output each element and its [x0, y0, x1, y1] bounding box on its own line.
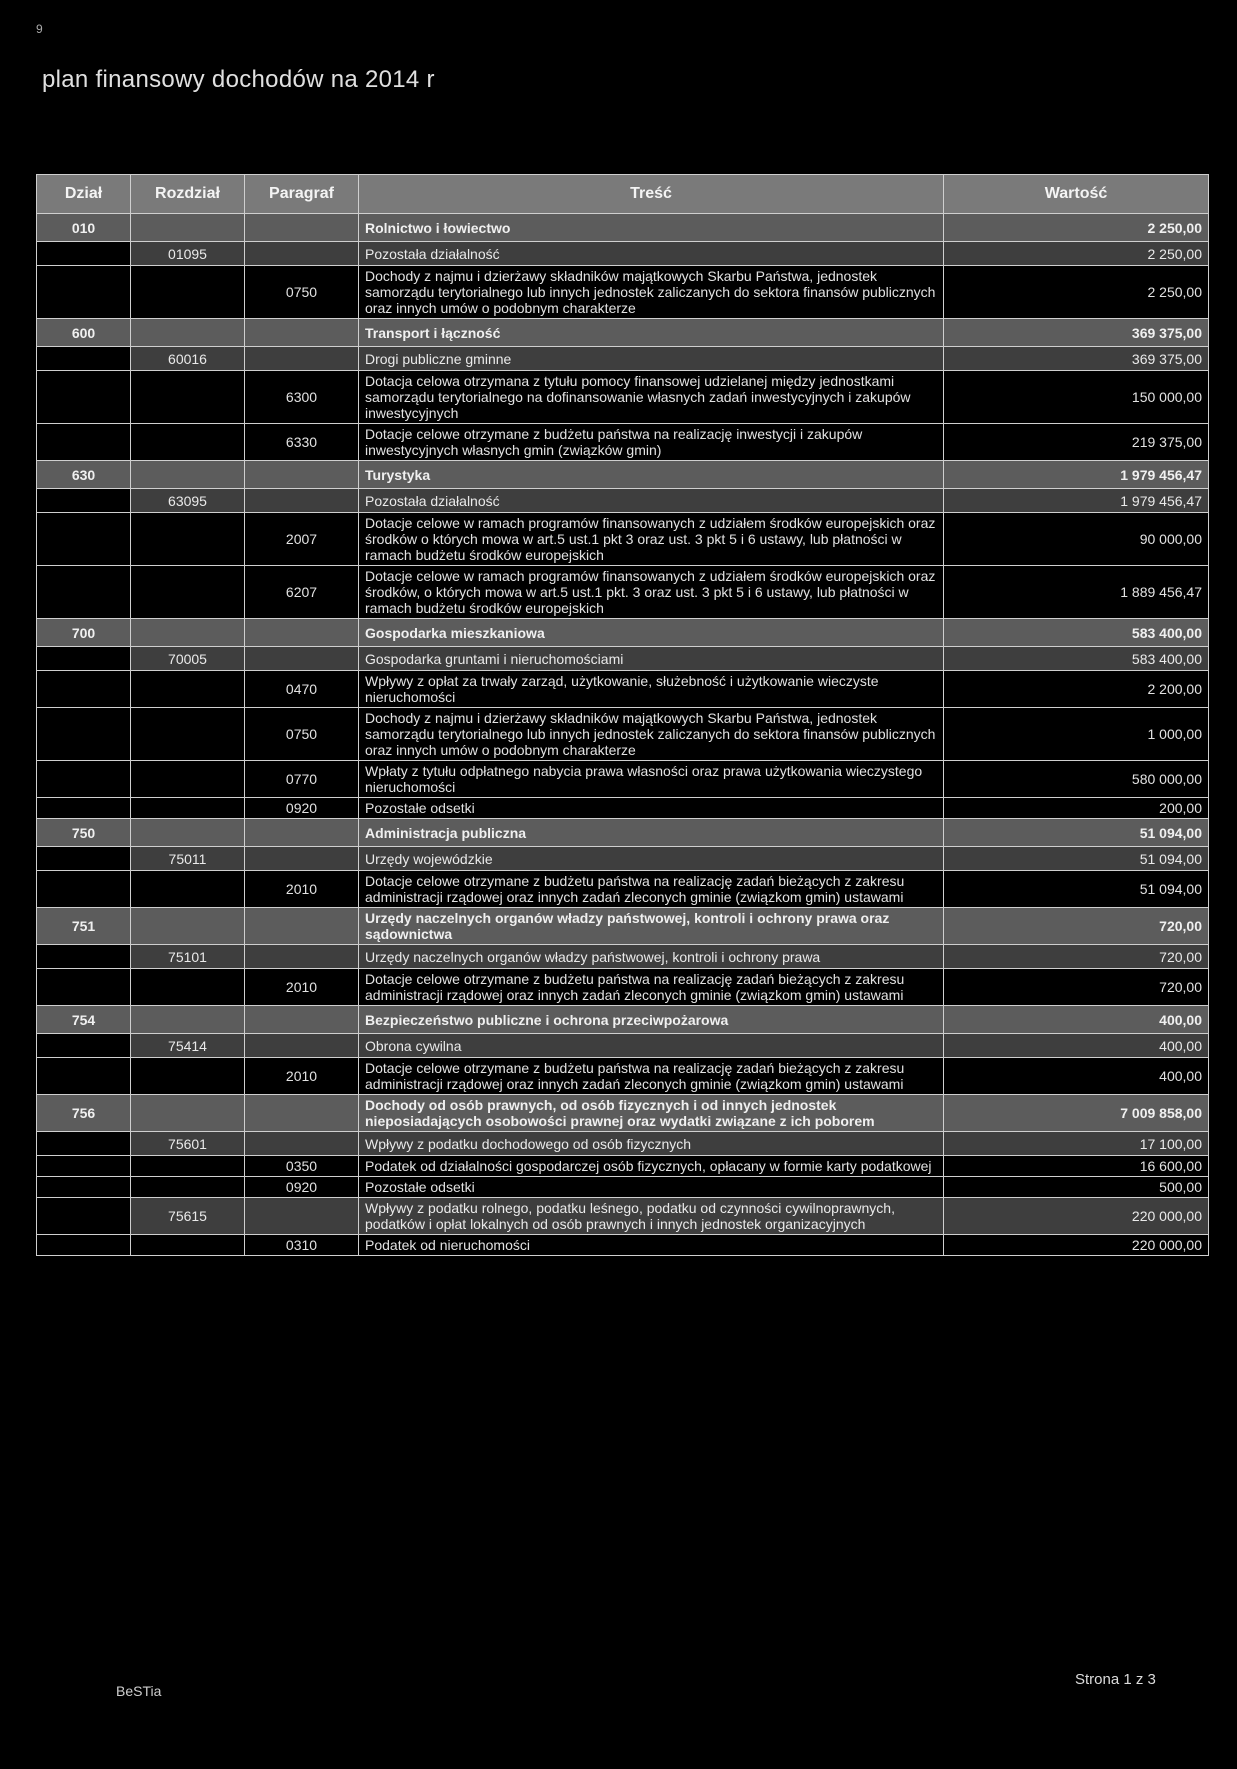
- cell-paragraf: [245, 908, 359, 945]
- cell-dzial: [37, 1156, 131, 1177]
- cell-paragraf: 0920: [245, 1177, 359, 1198]
- table-row: [37, 619, 1209, 647]
- cell-wartosc: 580 000,00: [944, 761, 1209, 798]
- cell-dzial: [37, 761, 131, 798]
- cell-rozdzial: 63095: [131, 489, 245, 513]
- cell-wartosc: 200,00: [944, 798, 1209, 819]
- cell-tresc: Wpłaty z tytułu odpłatnego nabycia prawa własności oraz prawa użytkowania wieczystego nieruchomości: [359, 761, 944, 798]
- cell-wartosc: 220 000,00: [944, 1198, 1209, 1235]
- cell-rozdzial: 01095: [131, 242, 245, 266]
- cell-rozdzial: [131, 266, 245, 319]
- table-row: [37, 347, 1209, 371]
- cell-wartosc: 2 200,00: [944, 671, 1209, 708]
- cell-tresc: Transport i łączność: [359, 319, 944, 347]
- cell-dzial: [37, 945, 131, 969]
- cell-dzial: [37, 671, 131, 708]
- cell-dzial: [37, 424, 131, 461]
- cell-rozdzial: [131, 1177, 245, 1198]
- cell-dzial: 010: [37, 214, 131, 242]
- cell-dzial: [37, 1132, 131, 1156]
- cell-paragraf: [245, 1006, 359, 1034]
- cell-rozdzial: [131, 708, 245, 761]
- cell-rozdzial: 75414: [131, 1034, 245, 1058]
- cell-paragraf: [245, 489, 359, 513]
- cell-wartosc: 500,00: [944, 1177, 1209, 1198]
- cell-wartosc: 720,00: [944, 945, 1209, 969]
- cell-rozdzial: [131, 798, 245, 819]
- cell-tresc: Turystyka: [359, 461, 944, 489]
- cell-dzial: [37, 347, 131, 371]
- cell-paragraf: 0310: [245, 1235, 359, 1256]
- cell-paragraf: 2010: [245, 1058, 359, 1095]
- cell-paragraf: [245, 1034, 359, 1058]
- cell-dzial: [37, 708, 131, 761]
- cell-dzial: [37, 1058, 131, 1095]
- cell-tresc: Dochody od osób prawnych, od osób fizycznych i od innych jednostek nieposiadających osobowości prawnej oraz wydatki związane z ich poborem: [359, 1095, 944, 1132]
- cell-wartosc: 150 000,00: [944, 371, 1209, 424]
- cell-wartosc: 51 094,00: [944, 847, 1209, 871]
- cell-wartosc: 1 000,00: [944, 708, 1209, 761]
- cell-tresc: Dotacje celowe otrzymane z budżetu państwa na realizację zadań bieżących z zakresu administracji rządowej oraz innych zadań zleconych gminie (związkom gmin) ustawami: [359, 1058, 944, 1095]
- cell-paragraf: 6207: [245, 566, 359, 619]
- cell-dzial: [37, 242, 131, 266]
- table-row: [37, 798, 1209, 819]
- cell-tresc: Pozostała działalność: [359, 489, 944, 513]
- cell-wartosc: 220 000,00: [944, 1235, 1209, 1256]
- cell-dzial: [37, 266, 131, 319]
- cell-tresc: Drogi publiczne gminne: [359, 347, 944, 371]
- cell-rozdzial: 75615: [131, 1198, 245, 1235]
- cell-wartosc: 2 250,00: [944, 242, 1209, 266]
- table-row: [37, 819, 1209, 847]
- income-plan-table: [36, 174, 1209, 1256]
- cell-paragraf: [245, 319, 359, 347]
- cell-rozdzial: [131, 214, 245, 242]
- cell-paragraf: [245, 819, 359, 847]
- cell-rozdzial: [131, 513, 245, 566]
- cell-rozdzial: [131, 908, 245, 945]
- cell-tresc: Gospodarka mieszkaniowa: [359, 619, 944, 647]
- cell-wartosc: 16 600,00: [944, 1156, 1209, 1177]
- table-row: [37, 242, 1209, 266]
- table-row: [37, 214, 1209, 242]
- cell-paragraf: 0920: [245, 798, 359, 819]
- cell-rozdzial: [131, 1095, 245, 1132]
- cell-wartosc: 369 375,00: [944, 319, 1209, 347]
- table-row: [37, 761, 1209, 798]
- cell-tresc: Dotacja celowa otrzymana z tytułu pomocy finansowej udzielanej między jednostkami samorządu terytorialnego na dofinansowanie własnych zadań inwestycyjnych i zakupów inwestycyjnych: [359, 371, 944, 424]
- cell-rozdzial: [131, 619, 245, 647]
- table-row: [37, 671, 1209, 708]
- table-row: [37, 424, 1209, 461]
- table-row: [37, 647, 1209, 671]
- cell-wartosc: 2 250,00: [944, 214, 1209, 242]
- cell-wartosc: 90 000,00: [944, 513, 1209, 566]
- cell-dzial: [37, 1235, 131, 1256]
- cell-rozdzial: [131, 1006, 245, 1034]
- cell-tresc: Urzędy naczelnych organów władzy państwowej, kontroli i ochrony prawa: [359, 945, 944, 969]
- cell-dzial: [37, 969, 131, 1006]
- cell-paragraf: 2007: [245, 513, 359, 566]
- cell-wartosc: 17 100,00: [944, 1132, 1209, 1156]
- cell-paragraf: 0770: [245, 761, 359, 798]
- cell-wartosc: 400,00: [944, 1034, 1209, 1058]
- cell-paragraf: 2010: [245, 969, 359, 1006]
- cell-tresc: Dochody z najmu i dzierżawy składników majątkowych Skarbu Państwa, jednostek samorządu terytorialnego lub innych jednostek zaliczanych do sektora finansów publicznych oraz innych umów o podobnym charakterze: [359, 708, 944, 761]
- cell-tresc: Pozostałe odsetki: [359, 1177, 944, 1198]
- cell-wartosc: 219 375,00: [944, 424, 1209, 461]
- table-row: [37, 566, 1209, 619]
- cell-paragraf: [245, 945, 359, 969]
- cell-rozdzial: [131, 319, 245, 347]
- cell-rozdzial: [131, 424, 245, 461]
- table-row: [37, 708, 1209, 761]
- cell-dzial: 756: [37, 1095, 131, 1132]
- cell-rozdzial: [131, 1058, 245, 1095]
- cell-rozdzial: [131, 1156, 245, 1177]
- cell-wartosc: 1 889 456,47: [944, 566, 1209, 619]
- cell-rozdzial: [131, 461, 245, 489]
- header-wartosc: Wartość: [944, 175, 1209, 214]
- cell-tresc: Dotacje celowe w ramach programów finansowanych z udziałem środków europejskich oraz środków o których mowa w art.5 ust.1 pkt 3 oraz ust. 3 pkt 5 i 6 ustawy, lub płatności w ramach budżetu środków europejskich: [359, 513, 944, 566]
- cell-paragraf: [245, 242, 359, 266]
- cell-wartosc: 1 979 456,47: [944, 489, 1209, 513]
- cell-tresc: Urzędy wojewódzkie: [359, 847, 944, 871]
- cell-paragraf: 0750: [245, 708, 359, 761]
- cell-tresc: Wpływy z opłat za trwały zarząd, użytkowanie, służebność i użytkowanie wieczyste nieruchomości: [359, 671, 944, 708]
- cell-wartosc: 369 375,00: [944, 347, 1209, 371]
- cell-paragraf: [245, 1132, 359, 1156]
- cell-paragraf: [245, 647, 359, 671]
- cell-tresc: Wpływy z podatku dochodowego od osób fizycznych: [359, 1132, 944, 1156]
- table-row: [37, 489, 1209, 513]
- cell-rozdzial: 75011: [131, 847, 245, 871]
- cell-rozdzial: 70005: [131, 647, 245, 671]
- cell-rozdzial: 75601: [131, 1132, 245, 1156]
- table-row: [37, 1198, 1209, 1235]
- table-row: [37, 847, 1209, 871]
- page-number: Strona 1 z 3: [1075, 1671, 1156, 1688]
- cell-dzial: 751: [37, 908, 131, 945]
- cell-paragraf: [245, 214, 359, 242]
- table-row: [37, 1058, 1209, 1095]
- cell-paragraf: [245, 1198, 359, 1235]
- cell-wartosc: 720,00: [944, 969, 1209, 1006]
- cell-wartosc: 400,00: [944, 1058, 1209, 1095]
- cell-wartosc: 51 094,00: [944, 871, 1209, 908]
- cell-tresc: Urzędy naczelnych organów władzy państwowej, kontroli i ochrony prawa oraz sądownictwa: [359, 908, 944, 945]
- cell-paragraf: 0350: [245, 1156, 359, 1177]
- table-row: [37, 266, 1209, 319]
- cell-rozdzial: 75101: [131, 945, 245, 969]
- header-dzial: Dział: [37, 175, 131, 214]
- cell-rozdzial: 60016: [131, 347, 245, 371]
- cell-wartosc: 400,00: [944, 1006, 1209, 1034]
- cell-dzial: [37, 847, 131, 871]
- cell-tresc: Dochody z najmu i dzierżawy składników majątkowych Skarbu Państwa, jednostek samorządu terytorialnego lub innych jednostek zaliczanych do sektora finansów publicznych oraz innych umów o podobnym charakterze: [359, 266, 944, 319]
- cell-rozdzial: [131, 671, 245, 708]
- cell-rozdzial: [131, 1235, 245, 1256]
- cell-tresc: Podatek od nieruchomości: [359, 1235, 944, 1256]
- cell-tresc: Dotacje celowe w ramach programów finansowanych z udziałem środków europejskich oraz środków, o których mowa w art.5 ust.1 pkt. 3 oraz ust. 3 pkt 5 i 6 ustawy, lub płatności w ramach budżetu środków europejskich: [359, 566, 944, 619]
- cell-rozdzial: [131, 761, 245, 798]
- cell-wartosc: 583 400,00: [944, 647, 1209, 671]
- table-row: [37, 1235, 1209, 1256]
- table-row: [37, 1156, 1209, 1177]
- table-row: [37, 945, 1209, 969]
- cell-rozdzial: [131, 819, 245, 847]
- table-row: [37, 1177, 1209, 1198]
- cell-rozdzial: [131, 371, 245, 424]
- cell-paragraf: 2010: [245, 871, 359, 908]
- cell-tresc: Wpływy z podatku rolnego, podatku leśnego, podatku od czynności cywilnoprawnych, podatków i opłat lokalnych od osób prawnych i innych jednostek organizacyjnych: [359, 1198, 944, 1235]
- cell-dzial: [37, 371, 131, 424]
- cell-wartosc: 2 250,00: [944, 266, 1209, 319]
- cell-tresc: Obrona cywilna: [359, 1034, 944, 1058]
- table-row: [37, 871, 1209, 908]
- table-row: [37, 371, 1209, 424]
- cell-paragraf: 0750: [245, 266, 359, 319]
- cell-dzial: [37, 871, 131, 908]
- cell-paragraf: 6330: [245, 424, 359, 461]
- table-header-row: [37, 175, 1209, 214]
- header-tresc: Treść: [359, 175, 944, 214]
- cell-paragraf: [245, 847, 359, 871]
- footer-software-label: BeSTia: [116, 1683, 162, 1699]
- table-row: [37, 1132, 1209, 1156]
- table-row: [37, 1006, 1209, 1034]
- cell-tresc: Administracja publiczna: [359, 819, 944, 847]
- table-row: [37, 319, 1209, 347]
- header-rozdzial: Rozdział: [131, 175, 245, 214]
- table-row: [37, 513, 1209, 566]
- table-row: [37, 1034, 1209, 1058]
- cell-wartosc: 1 979 456,47: [944, 461, 1209, 489]
- cell-rozdzial: [131, 566, 245, 619]
- table-row: [37, 969, 1209, 1006]
- corner-mark: 9: [36, 22, 43, 36]
- cell-tresc: Podatek od działalności gospodarczej osób fizycznych, opłacany w formie karty podatkowej: [359, 1156, 944, 1177]
- cell-tresc: Dotacje celowe otrzymane z budżetu państwa na realizację zadań bieżących z zakresu administracji rządowej oraz innych zadań zleconych gminie (związkom gmin) ustawami: [359, 871, 944, 908]
- cell-tresc: Dotacje celowe otrzymane z budżetu państwa na realizację inwestycji i zakupów inwestycyjnych własnych gmin (związków gmin): [359, 424, 944, 461]
- cell-rozdzial: [131, 969, 245, 1006]
- cell-dzial: 600: [37, 319, 131, 347]
- cell-wartosc: 51 094,00: [944, 819, 1209, 847]
- cell-wartosc: 7 009 858,00: [944, 1095, 1209, 1132]
- cell-paragraf: [245, 619, 359, 647]
- table-row: [37, 1095, 1209, 1132]
- cell-tresc: Rolnictwo i łowiectwo: [359, 214, 944, 242]
- cell-tresc: Gospodarka gruntami i nieruchomościami: [359, 647, 944, 671]
- cell-dzial: 700: [37, 619, 131, 647]
- cell-dzial: 630: [37, 461, 131, 489]
- cell-dzial: [37, 647, 131, 671]
- cell-paragraf: [245, 1095, 359, 1132]
- page-title: plan finansowy dochodów na 2014 r: [42, 66, 435, 93]
- cell-dzial: [37, 1198, 131, 1235]
- cell-rozdzial: [131, 871, 245, 908]
- cell-dzial: [37, 566, 131, 619]
- cell-wartosc: 583 400,00: [944, 619, 1209, 647]
- cell-paragraf: 0470: [245, 671, 359, 708]
- table-row: [37, 461, 1209, 489]
- cell-dzial: [37, 798, 131, 819]
- cell-wartosc: 720,00: [944, 908, 1209, 945]
- cell-dzial: [37, 1034, 131, 1058]
- header-paragraf: Paragraf: [245, 175, 359, 214]
- cell-paragraf: [245, 461, 359, 489]
- cell-paragraf: [245, 347, 359, 371]
- cell-dzial: 750: [37, 819, 131, 847]
- table-row: [37, 908, 1209, 945]
- cell-tresc: Dotacje celowe otrzymane z budżetu państwa na realizację zadań bieżących z zakresu administracji rządowej oraz innych zadań zleconych gminie (związkom gmin) ustawami: [359, 969, 944, 1006]
- cell-paragraf: 6300: [245, 371, 359, 424]
- cell-dzial: [37, 489, 131, 513]
- cell-dzial: [37, 1177, 131, 1198]
- cell-tresc: Pozostałe odsetki: [359, 798, 944, 819]
- table-body: [37, 214, 1209, 1256]
- cell-dzial: 754: [37, 1006, 131, 1034]
- cell-dzial: [37, 513, 131, 566]
- cell-tresc: Bezpieczeństwo publiczne i ochrona przeciwpożarowa: [359, 1006, 944, 1034]
- cell-tresc: Pozostała działalność: [359, 242, 944, 266]
